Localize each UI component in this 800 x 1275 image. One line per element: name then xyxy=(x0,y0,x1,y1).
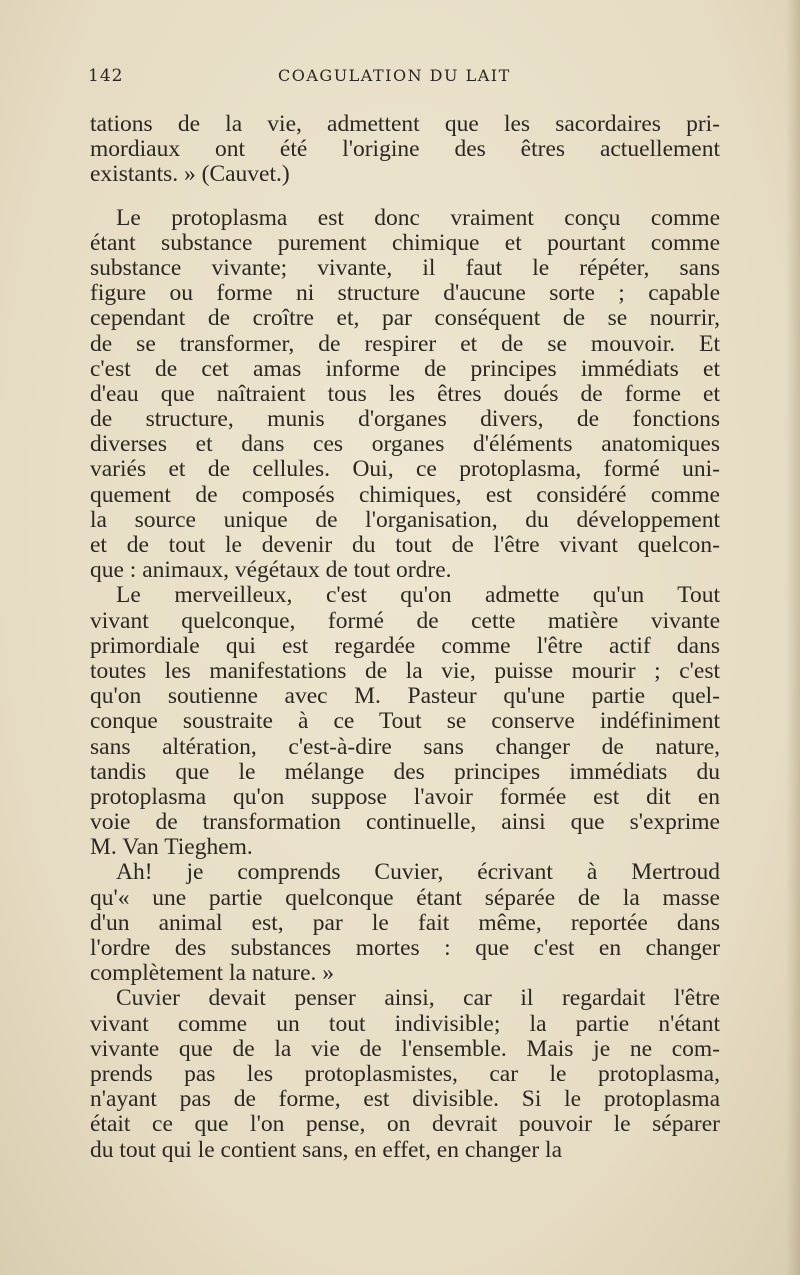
text-line: que : animaux, végétaux de tout ordre. xyxy=(90,557,452,584)
text-line: conque soustraite à ce Tout se conserve indéfiniment xyxy=(90,708,720,735)
text-line: prends pas les protoplasmistes, car le protoplasma, xyxy=(90,1060,720,1087)
running-title: COAGULATION DU LAIT xyxy=(278,66,511,85)
text-line: vivant comme un tout indivisible; la partie n'étant xyxy=(90,1010,720,1037)
text-line: complètement la nature. » xyxy=(90,960,335,987)
text-line: vivante que de la vie de l'ensemble. Mais je ne com- xyxy=(90,1035,720,1062)
text-line: d'un animal est, par le fait même, reportée dans xyxy=(90,909,720,936)
text-line: diverses et dans ces organes d'éléments anatomiques xyxy=(90,431,720,458)
paragraph-gap xyxy=(90,188,720,206)
text-line: qu'« une partie quelconque étant séparée de la masse xyxy=(90,884,720,911)
text-line: Le merveilleux, c'est qu'on admette qu'un Tout xyxy=(116,582,720,609)
text-line: M. Van Tieghem. xyxy=(90,834,253,861)
text-line: mordiaux ont été l'origine des êtres actuellement xyxy=(90,136,720,163)
text-line: quement de composés chimiques, est considéré comme xyxy=(90,481,720,508)
text-line: et de tout le devenir du tout de l'être vivant quelcon- xyxy=(90,532,720,558)
text-line: voie de transformation continuelle, ainsi que s'exprime xyxy=(90,809,720,836)
text-line: était ce que l'on pense, on devrait pouvoir le séparer xyxy=(90,1111,720,1138)
text-line: la source unique de l'organisation, du développement xyxy=(90,506,720,533)
text-line: de structure, munis d'organes divers, de fonctions xyxy=(90,406,720,433)
text-line: tandis que le mélange des principes immédiats du xyxy=(90,758,720,785)
text-line: variés et de cellules. Oui, ce protoplasma, formé uni- xyxy=(90,456,720,483)
text-line: protoplasma qu'on suppose l'avoir formée est dit en xyxy=(90,783,720,810)
page-header xyxy=(88,66,708,90)
page-number: 142 xyxy=(88,66,124,86)
text-line: c'est de cet amas informe de principes immédiats et xyxy=(90,355,720,382)
page-edge-shadow xyxy=(786,0,800,1275)
text-line: cependant de croître et, par conséquent de se nourrir, xyxy=(90,305,720,332)
text-line: Le protoplasma est donc vraiment conçu comme xyxy=(116,204,720,231)
text-line: Cuvier devait penser ainsi, car il regardait l'être xyxy=(116,985,720,1012)
text-line: du tout qui le contient sans, en effet, en changer la xyxy=(90,1136,563,1163)
text-line: substance vivante; vivante, il faut le répéter, sans xyxy=(90,254,720,281)
text-line: étant substance purement chimique et pourtant comme xyxy=(90,229,720,256)
text-line: tations de la vie, admettent que les sacordaires pri- xyxy=(90,111,720,137)
text-line: l'ordre des substances mortes : que c'est en changer xyxy=(90,935,720,961)
text-line: primordiale qui est regardée comme l'être actif dans xyxy=(90,632,720,659)
text-line: figure ou forme ni structure d'aucune sorte ; capable xyxy=(90,280,720,307)
text-line: n'ayant pas de forme, est divisible. Si le protoplasma xyxy=(90,1086,720,1113)
text-line: sans altération, c'est-à-dire sans changer de nature, xyxy=(90,733,720,760)
text-line: qu'on soutienne avec M. Pasteur qu'une partie quel- xyxy=(90,683,720,710)
text-line: de se transformer, de respirer et de se mouvoir. Et xyxy=(90,330,720,357)
text-line: vivant quelconque, formé de cette matière vivante xyxy=(90,607,720,634)
text-line: toutes les manifestations de la vie, puisse mourir ; c'est xyxy=(90,657,720,684)
text-line: existants. » (Cauvet.) xyxy=(90,161,290,188)
body-text xyxy=(90,112,720,1163)
text-line: d'eau que naîtraient tous les êtres doués de forme et xyxy=(90,380,720,407)
text-line: Ah! je comprends Cuvier, écrivant à Mertroud xyxy=(116,859,720,886)
